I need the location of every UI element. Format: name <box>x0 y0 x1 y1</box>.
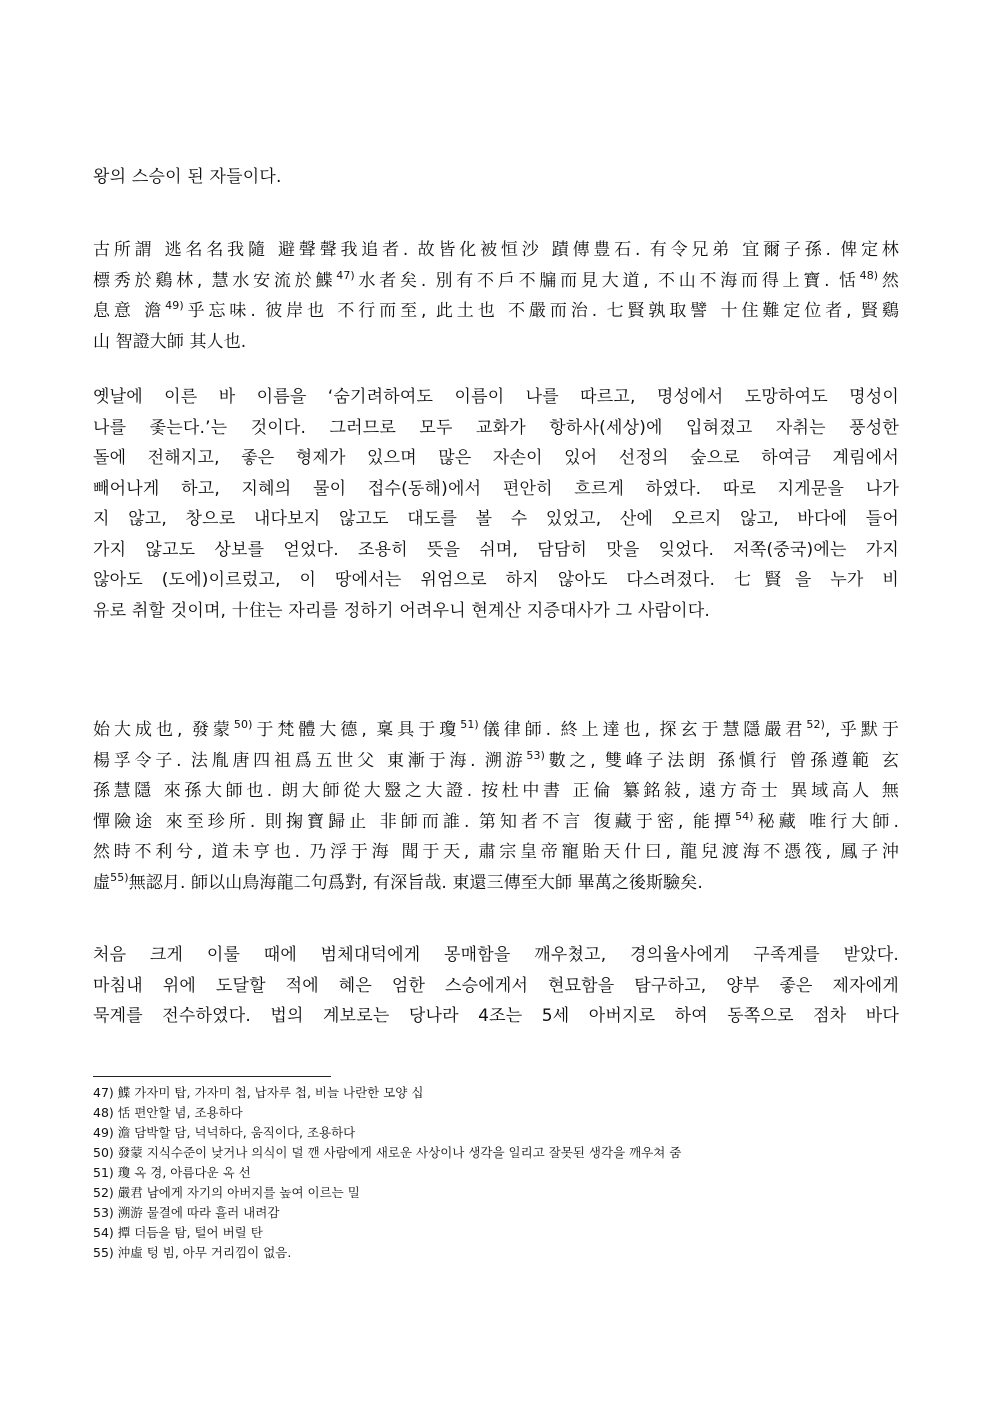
footnote-ref: 47) <box>336 268 355 282</box>
footnote: 51) 瓊 옥 경, 아름다운 옥 선 <box>93 1165 251 1180</box>
passage2-korean <box>93 940 899 1032</box>
passage1-hanja <box>93 235 899 357</box>
text-line: 돌에 전해지고, 좋은 형제가 있으며 많은 자손이 있어 선정의 숲으로 하여금 계림에서 <box>93 448 899 468</box>
text-line: 虛$^{55)}$無認月. 師以山鳥海龍二句爲對, 有深旨哉. 東還三傳至大師 畢萬之後斯驗矣. <box>93 870 703 893</box>
text-line: 始大成也, 發蒙$^{50)}$于梵體大德, 稟具于瓊$^{51)}$儀律師. 終上達也, 探玄于慧隱嚴君$^{52)}$, 乎默于 <box>93 718 900 740</box>
footnote: 47) 鰈 가자미 탑, 가자미 첩, 납자루 첩, 비늘 나란한 모양 십 <box>93 1085 424 1100</box>
intro-paragraph <box>93 162 899 193</box>
footnote-divider <box>93 1076 331 1077</box>
text-line: 憚險途 來至珍所. 則掬寶歸止 非師而誰. 第知者不言 復藏于密, 能撢$^{54)}$秘藏 唯行大師. <box>93 809 899 832</box>
text-line: 古所謂 逃名名我隨 避聲聲我追者. 故皆化被恒沙 蹟傳豊石. 有令兄弟 宜爾子孫. 俾定林 <box>93 240 899 260</box>
text-line: 孫慧隱 來孫大師也. 朗大師從大毉之大證. 按杜中書 正倫 纂銘敍, 遠方奇士 異域高人 無 <box>93 781 899 801</box>
passage1-korean <box>93 382 899 626</box>
footnote-ref: 54) <box>735 809 754 823</box>
text-line: 山 智證大師 其人也. <box>93 331 247 352</box>
text-line: 묵계를 전수하였다. 법의 계보로는 당나라 4조는 5세 아버지로 하여 동쪽으로 점차 바다 <box>93 1006 899 1026</box>
footnote: 52) 嚴君 남에게 자기의 아버지를 높여 이르는 밀 <box>93 1185 360 1200</box>
footnote-ref: 50) <box>233 718 253 731</box>
footnote: 53) 溯游 물결에 따라 흘러 내려감 <box>93 1205 280 1220</box>
footnote-ref: 48) <box>859 268 879 282</box>
text-line: 유로 취할 것이며, 十住는 자리를 정하기 어려우니 현계산 지증대사가 그 사람이다. <box>93 600 710 621</box>
text-line: 息意 澹$^{49)}$乎忘味. 彼岸也 不行而至, 此土也 不嚴而治. 七賢孰取譬 十住難定位者, 賢鷄 <box>93 299 899 321</box>
text-line: 옛날에 이른 바 이름을 ‘숨기려하여도 이름이 나를 따르고, 명성에서 도망하여도 명성이 <box>93 387 899 407</box>
footnote-ref: 52) <box>806 718 826 731</box>
passage2-hanja <box>93 715 899 898</box>
text-line: 마침내 위에 도달할 적에 혜은 엄한 스승에게서 현묘함을 탐구하고, 양부 좋은 제자에게 <box>93 975 899 996</box>
text-line: 처음 크게 이룰 때에 범체대덕에게 몽매함을 깨우쳤고, 경의율사에게 구족계를 받았다. <box>93 945 899 965</box>
footnotes <box>93 1083 893 1263</box>
footnote: 49) 澹 담박할 담, 넉넉하다, 움직이다, 조용하다 <box>93 1125 356 1140</box>
footnote-ref: 55) <box>110 870 129 884</box>
footnote: 55) 沖虛 텅 빔, 아무 거리낌이 없음. <box>93 1245 292 1260</box>
text-line: 楊孚令子. 法胤唐四祖爲五世父 東漸于海. 溯游$^{53)}$數之, 雙峰子法朗 孫愼行 曾孫遵範 玄 <box>93 748 899 771</box>
footnote-ref: 49) <box>165 299 184 312</box>
text-line: 標秀於鷄林, 慧水安流於鰈$^{47)}$水者矣. 別有不戶不牖而見大道, 不山不海而得上寶. 恬$^{48)}$然 <box>93 268 899 291</box>
footnote-ref: 51) <box>460 718 479 731</box>
text-line: 나를 좇는다.’는 것이다. 그러므로 모두 교화가 항하사(세상)에 입혀졌고 자취는 풍성한 <box>93 417 899 438</box>
text-line: 가지 않고도 상보를 얻었다. 조용히 뜻을 쉬며, 담담히 맛을 잊었다. 저쪽(중국)에는 가지 <box>93 539 899 560</box>
intro-line: 왕의 스승이 된 자들이다. <box>93 167 282 187</box>
text-line: 빼어나게 하고, 지혜의 물이 접수(동해)에서 편안히 흐르게 하였다. 따로 지게문을 나가 <box>93 478 899 499</box>
text-line: 않아도 (도에)이르렀고, 이 땅에서는 위엄으로 하지 않아도 다스려졌다. 七賢을 누가 비 <box>93 570 899 590</box>
text-line: 지 않고, 창으로 내다보지 않고도 대도를 볼 수 있었고, 산에 오르지 않고, 바다에 들어 <box>93 509 899 529</box>
footnote: 54) 撢 더듬을 탐, 털어 버릴 탄 <box>93 1225 263 1240</box>
footnote: 48) 恬 편안할 념, 조용하다 <box>93 1105 243 1120</box>
footnote-ref: 53) <box>526 748 546 762</box>
text-line: 然時不利兮, 道未亨也. 乃浮于海 聞于天, 肅宗皇帝寵貽天什曰, 龍兒渡海不憑筏, 鳳子沖 <box>93 842 899 862</box>
footnote: 50) 發蒙 지식수준이 낮거나 의식이 덜 깬 사람에게 새로운 사상이나 생각을 일리고 잘못된 생각을 깨우쳐 줌 <box>93 1145 682 1160</box>
